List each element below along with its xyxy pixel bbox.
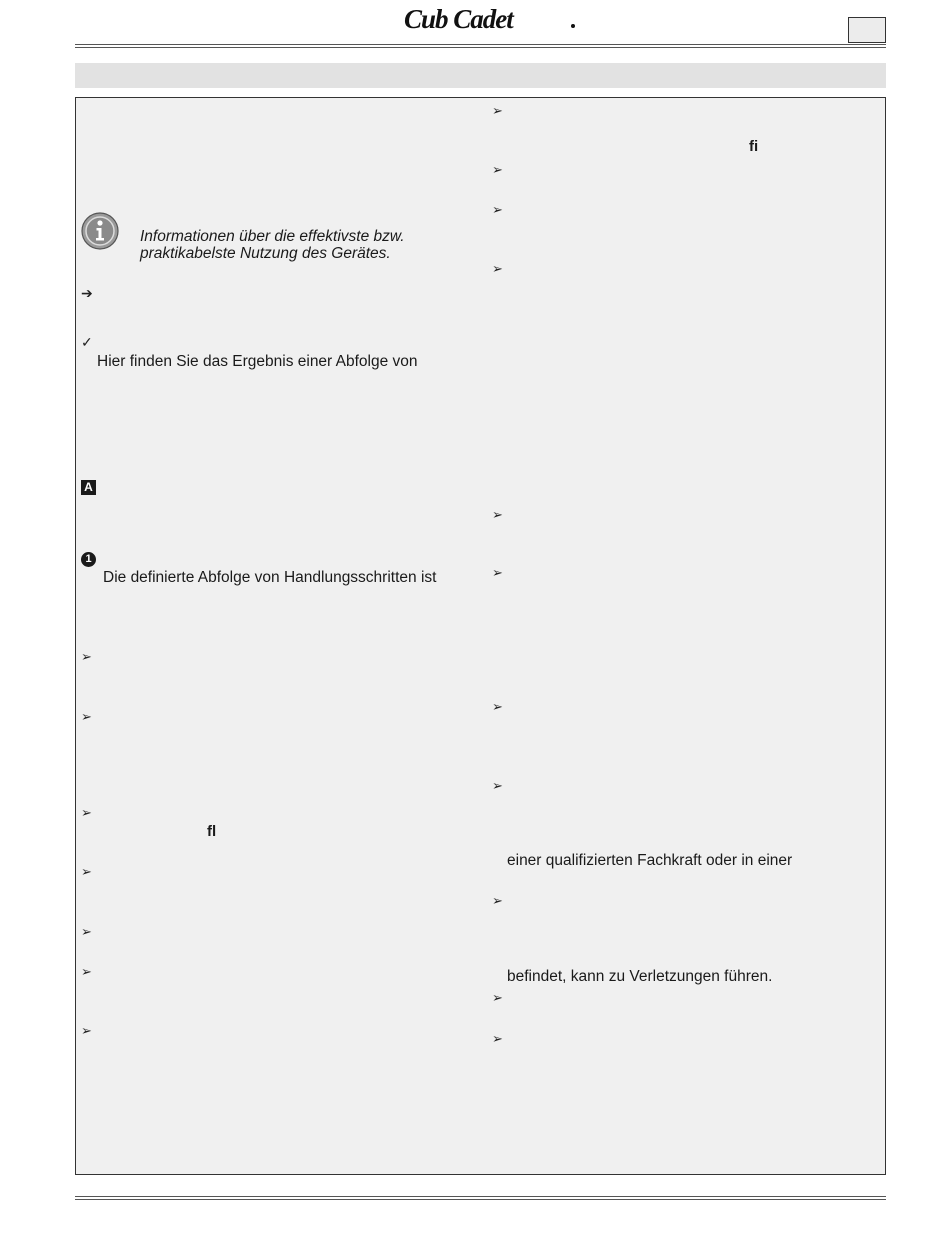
arrow-icon: ➔ [81,285,93,301]
logo-trademark-dot [571,24,575,28]
footer-rule-thin [75,1199,886,1200]
bullet-icon: ➢ [81,924,92,939]
figure-letter-badge: A [81,480,96,495]
fl-ligature: fl [207,823,217,840]
footer-rule [75,1196,886,1197]
bullet-icon: ➢ [81,649,92,664]
info-text-line2: praktikabelste Nutzung des Gerätes. [140,245,391,262]
bullet-icon: ➢ [492,778,503,793]
header-rule [75,44,886,45]
bullet-icon: ➢ [81,864,92,879]
bullet-icon: ➢ [492,202,503,217]
bullet-icon: ➢ [492,990,503,1005]
bullet-icon: ➢ [492,103,503,118]
bullet-icon: ➢ [492,162,503,177]
bullet-icon: ➢ [492,1031,503,1046]
bullet-icon: ➢ [492,261,503,276]
bullet-icon: ➢ [492,699,503,714]
bullet-icon: ➢ [492,507,503,522]
bullet-icon: ➢ [492,565,503,580]
verletzung-text: befindet, kann zu Verletzungen führen. [507,968,773,985]
bullet-icon: ➢ [81,964,92,979]
section-title-bar [75,63,886,88]
step-number-badge: 1 [81,552,96,567]
bullet-icon: ➢ [492,893,503,908]
info-icon [81,212,119,250]
result-text: Hier finden Sie das Ergebnis einer Abfolge von [97,353,418,370]
fi-ligature: fi [749,138,759,155]
bullet-icon: ➢ [81,709,92,724]
bullet-icon: ➢ [81,805,92,820]
fachkraft-text: einer qualifizierten Fachkraft oder in einer [507,852,793,869]
page-number-box [848,17,886,43]
brand-logo: Cub Cadet [404,4,513,34]
checkmark-icon: ✓ [81,334,93,350]
header-rule-thin [75,47,886,48]
info-text-line1: Informationen über die effektivste bzw. [140,228,405,245]
bullet-icon: ➢ [81,1023,92,1038]
sequence-text: Die definierte Abfolge von Handlungsschritten ist [103,569,437,586]
